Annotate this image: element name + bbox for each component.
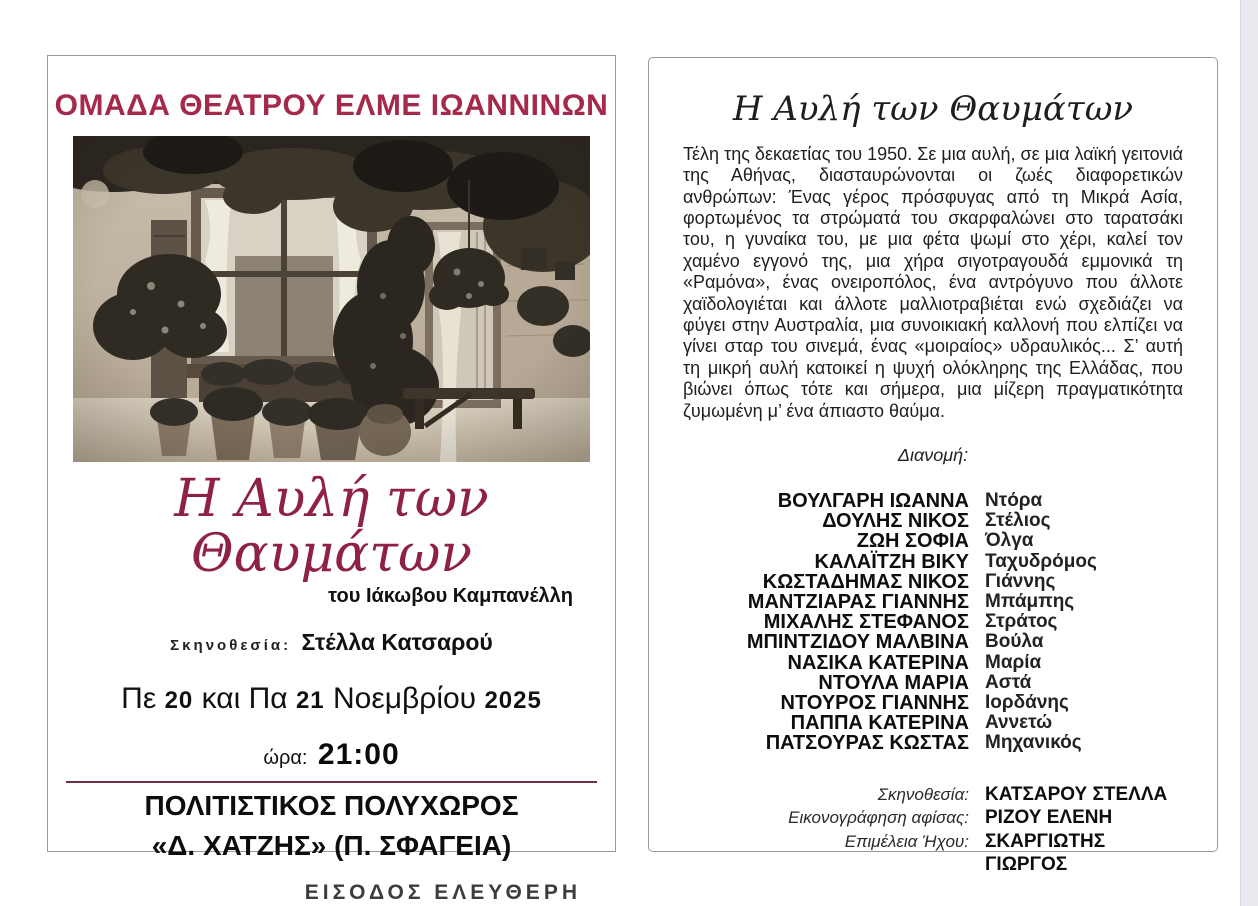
- venue-line-2: «Δ. ΧΑΤΖΗΣ» (Π. ΣΦΑΓΕΙΑ): [151, 830, 512, 862]
- scan-edge-strip: [1240, 0, 1258, 906]
- cast-list: [679, 491, 1187, 754]
- performance-time: [48, 738, 615, 772]
- cast-row: [679, 713, 1187, 733]
- actor-name: ΝΤΟΥΛΑ ΜΑΡΙΑ: [818, 671, 969, 694]
- credit-value: ΣΚΑΡΓΙΩΤΗΣ ΓΙΩΡΓΟΣ: [985, 830, 1106, 876]
- actor-name: ΒΟΥΛΓΑΡΗ ΙΩΑΝΝΑ: [777, 489, 969, 512]
- author-byline: του Ιάκωβου Καμπανέλλη: [328, 585, 573, 608]
- role-name: Όλγα: [985, 530, 1034, 552]
- role-name: Γιάννης: [985, 570, 1056, 592]
- synopsis-text: Τέλη της δεκαετίας του 1950. Σε μια αυλή, σε μια λαϊκή γειτονιά της Αθήνας, διασταυρώνονται οι ζωές διαφορετικών ανθρώπων: Ένας γέρος πρόσφυγας από τη Μικρά Ασία, φορτωμένος τα στρώματά του σκαρφαλώνει στο ταρατσάκι του, η γυναίκα του, με μια φέτα ψωμί στο χέρι, καλεί τον χαμένο εγγονό της, μια χήρα σιγοτραγουδά εμμονικά τη «Ραμόνα», ένας ονειροπόλος, ένα αντρόγυνο που άλλοτε χαϊδολογιέται και άλλοτε μαλλιοτραβιέται ενώ σχεδιάζει να φύγει στην Αυστραλία, μια συνοικιακή καλλονή που ελπίζει να γίνει σταρ του σινεμά, ένας «μοιραίος» υδραυλικός... Σ’ αυτή τη μικρή αυλή κατοικεί η ψυχή ολόκληρης της Ελλάδας, που βιώνει όπως τότε και σήμερα, μια μίζερη πραγματικότητα ζυμωμένη μ’ ένα άπιαστο θαύμα.: [683, 143, 1183, 421]
- role-name: Στέλιος: [985, 510, 1051, 532]
- actor-name: ΜΠΙΝΤΖΙΔΟΥ ΜΑΛΒΙΝΑ: [746, 631, 969, 654]
- actor-name: ΚΩΣΤΑΔΗΜΑΣ ΝΙΚΟΣ: [762, 570, 969, 593]
- cast-row: [679, 511, 1187, 531]
- credit-row: [679, 830, 1187, 877]
- role-name: Ιορδάνης: [985, 692, 1069, 713]
- cast-row: [679, 491, 1187, 511]
- cast-row: [679, 653, 1187, 673]
- role-name: Ταχυδρόμος: [985, 550, 1097, 572]
- credit-row: [679, 806, 1187, 830]
- actor-name: ΚΑΛΑΪΤΖΗ ΒΙΚΥ: [814, 550, 969, 573]
- role-name: Μπάμπης: [985, 590, 1075, 612]
- actor-name: ΔΟΥΛΗΣ ΝΙΚΟΣ: [822, 510, 969, 533]
- director-line: [48, 629, 615, 656]
- play-title-script: Η Αυλή των Θαυμάτων: [174, 469, 489, 584]
- role-name: Αστά: [985, 671, 1032, 693]
- actor-name: ΠΑΤΣΟΥΡΑΣ ΚΩΣΤΑΣ: [765, 732, 969, 755]
- venue-line-1: ΠΟΛΙΤΙΣΤΙΚΟΣ ΠΟΛΥΧΩΡΟΣ: [144, 790, 519, 822]
- cast-heading: Διανομή:: [897, 444, 969, 465]
- actor-name: ΠΑΠΠΑ ΚΑΤΕΡΙΝΑ: [790, 712, 969, 735]
- role-name: Στράτος: [985, 611, 1058, 633]
- production-credits: [679, 783, 1187, 877]
- cast-row: [679, 531, 1187, 551]
- role-name: Αννετώ: [985, 712, 1053, 734]
- cast-row: [679, 673, 1187, 693]
- date-month: Νοεμβρίου: [333, 682, 477, 716]
- admission-note: ΕΙΣΟΔΟΣ ΕΛΕΥΘΕΡΗ: [304, 880, 581, 904]
- performance-dates: [48, 682, 615, 716]
- role-name: Μαρία: [985, 651, 1042, 673]
- theatre-group-title: ΟΜΑΔΑ ΘΕΑΤΡΟΥ ΕΛΜΕ ΙΩΑΝΝΙΝΩΝ: [54, 89, 609, 122]
- cast-row: [679, 632, 1187, 652]
- date-prefix: Πε: [121, 682, 157, 716]
- role-name: Μηχανικός: [985, 732, 1082, 754]
- program-page-right: [648, 57, 1218, 876]
- credit-label: Σκηνοθεσία:: [877, 784, 969, 804]
- cast-row: [679, 733, 1187, 753]
- credit-row: [679, 783, 1187, 807]
- cast-row: [679, 612, 1187, 632]
- director-label: Σκηνοθεσία:: [170, 637, 292, 655]
- credit-value: ΚΑΤΣΑΡΟΥ ΣΤΕΛΛΑ: [985, 783, 1168, 805]
- credit-value: ΡΙΖΟΥ ΕΛΕΝΗ: [985, 807, 1113, 829]
- director-name: Στέλλα Κατσαρού: [301, 629, 493, 656]
- program-page-left: [47, 55, 616, 904]
- date-day2: 21: [295, 687, 325, 715]
- actor-name: ΜΑΝΤΖΙΑΡΑΣ ΓΙΑΝΝΗΣ: [747, 590, 969, 613]
- actor-name: ΜΙΧΑΛΗΣ ΣΤΕΦΑΝΟΣ: [763, 611, 969, 634]
- cast-row: [679, 693, 1187, 713]
- actor-name: ΝΑΣΙΚΑ ΚΑΤΕΡΙΝΑ: [787, 651, 969, 674]
- role-name: Βούλα: [985, 631, 1044, 653]
- divider-rule: [66, 781, 597, 783]
- time-value: 21:00: [317, 738, 400, 772]
- actor-name: ΖΩΗ ΣΟΦΙΑ: [856, 530, 969, 553]
- date-year: 2025: [484, 687, 542, 715]
- date-mid: και Πα: [201, 682, 288, 716]
- actor-name: ΝΤΟΥΡΟΣ ΓΙΑΝΝΗΣ: [780, 692, 969, 714]
- cast-row: [679, 572, 1187, 592]
- cast-row: [679, 552, 1187, 572]
- time-label: ώρα:: [263, 747, 308, 770]
- credit-label: Επιμέλεια Ήχου:: [844, 831, 969, 851]
- cast-row: [679, 592, 1187, 612]
- date-day1: 20: [164, 687, 194, 715]
- courtyard-photo: [73, 136, 590, 462]
- play-title-script-right: Η Αυλή των Θαυμάτων: [732, 89, 1134, 129]
- role-name: Ντόρα: [985, 489, 1043, 511]
- credit-label: Εικονογράφηση αφίσας:: [788, 808, 969, 828]
